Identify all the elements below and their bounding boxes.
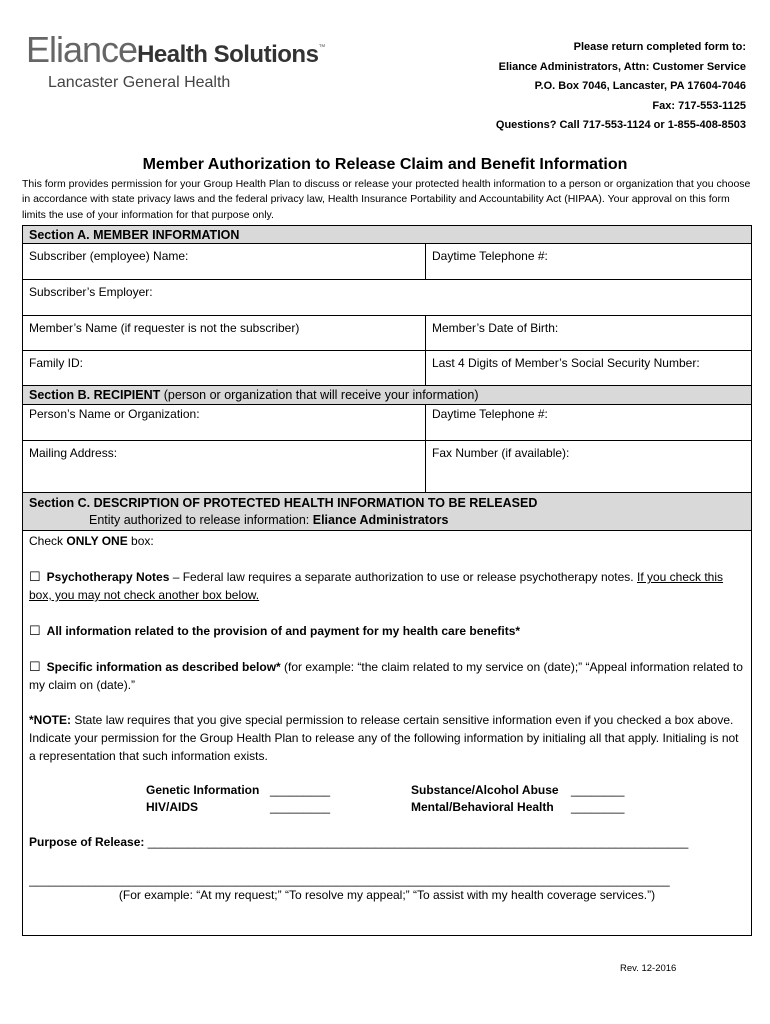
page-title: Member Authorization to Release Claim and Benefit Information: [142, 156, 628, 173]
check-pre: Check: [29, 534, 67, 548]
option-warning: If you check this box, you may not check another box below.: [29, 570, 724, 602]
logo-subtitle: Lancaster General Health: [48, 74, 231, 91]
mental-initial-field[interactable]: ________: [571, 800, 625, 814]
row-address: [23, 441, 751, 493]
field-label: Last 4 Digits of Member’s Social Security Number:: [432, 356, 700, 370]
section-a-heading: Section A. MEMBER INFORMATION: [23, 226, 751, 244]
return-address-block: [496, 38, 746, 136]
member-dob-field[interactable]: [425, 316, 751, 350]
return-line: Fax: 717-553-1125: [652, 99, 746, 112]
purpose-label: Purpose of Release:: [29, 835, 148, 849]
entity-name: Eliance Administrators: [312, 513, 449, 527]
recipient-name-field[interactable]: [23, 405, 425, 440]
field-label: Member’s Name (if requester is not the subscriber): [29, 321, 300, 335]
field-label: Mailing Address:: [29, 446, 118, 460]
option-specific-information: [29, 658, 745, 694]
field-label: Fax Number (if available):: [432, 446, 570, 460]
option-all-information: [29, 622, 745, 640]
purpose-example: (For example: “At my request;” “To resolve my appeal;” “To assist with my health coverage services.”): [118, 888, 656, 902]
fax-field[interactable]: [425, 441, 751, 492]
logo-brand-suffix: Health Solutions: [137, 41, 319, 68]
field-label: Family ID:: [29, 356, 83, 370]
specific-information-checkbox[interactable]: ☐: [29, 659, 41, 674]
return-line: P.O. Box 7046, Lancaster, PA 17604-7046: [534, 80, 746, 92]
field-label: Subscriber (employee) Name:: [29, 249, 189, 263]
purpose-line-2[interactable]: ________________________________________________________________________________________________: [29, 873, 670, 887]
row-member: [23, 316, 751, 351]
subscriber-name-field[interactable]: [23, 244, 425, 279]
hiv-initial-field[interactable]: _________: [270, 800, 331, 814]
row-employer: [23, 280, 751, 316]
option-psychotherapy: [29, 568, 745, 604]
option-label: All information related to the provision of and payment for my health care benefits*: [46, 624, 521, 638]
member-name-field[interactable]: [23, 316, 425, 350]
logo-wordmark: [26, 28, 324, 75]
substance-label: Substance/Alcohol Abuse: [411, 783, 559, 797]
purpose-input[interactable]: _________________________________________________________________________________: [147, 835, 689, 849]
entity-label: Entity authorized to release information:: [89, 513, 313, 527]
employer-field[interactable]: [23, 280, 751, 315]
eliance-logo: [26, 28, 324, 91]
mailing-address-field[interactable]: [23, 441, 425, 492]
intro-paragraph: This form provides permission for your Group Health Plan to discuss or release your protected health information to a person or organization that you choose in accordance with state privacy laws and the federal privacy law, Health Insurance Portability and Accountability Act (HIPAA). Your approval on this form limits the use of your information for that purpose only.: [22, 178, 751, 221]
mental-label: Mental/Behavioral Health: [411, 800, 554, 814]
return-line: Eliance Administrators, Attn: Customer Service: [498, 60, 746, 73]
field-label: Subscriber’s Employer:: [29, 285, 153, 299]
genetic-initial-field[interactable]: _________: [270, 783, 331, 797]
psychotherapy-checkbox[interactable]: ☐: [29, 569, 41, 584]
hiv-label: HIV/AIDS: [146, 800, 199, 814]
purpose-of-release: [29, 833, 745, 851]
recipient-phone-field[interactable]: [425, 405, 751, 440]
note-text: State law requires that you give special permission to release certain sensitive information even if you checked a box above. Indicate your permission for the Group Health Plan to release any of the following information by initialing all that apply. Initialing is not a representation that such information exists.: [29, 713, 739, 763]
option-text: (for example: “the claim related to my service on (date);” “Appeal information related to my claim on (date).”: [29, 660, 743, 692]
field-label: Member’s Date of Birth:: [432, 321, 559, 335]
row-subscriber: [23, 244, 751, 280]
section-b-heading: [23, 386, 751, 405]
check-post: box:: [127, 534, 154, 548]
logo-tm: ™: [318, 44, 325, 51]
note-label: *NOTE:: [29, 713, 71, 727]
option-label: Psychotherapy Notes: [46, 570, 170, 584]
check-instruction: [29, 532, 745, 550]
section-c-heading: [23, 493, 751, 531]
revision-date: Rev. 12-2016: [620, 963, 677, 974]
option-text: – Federal law requires a separate authorization to use or release psychotherapy notes.: [169, 570, 637, 584]
genetic-label: Genetic Information: [146, 783, 260, 797]
field-label: Daytime Telephone #:: [432, 249, 548, 263]
note-paragraph: [29, 711, 745, 765]
all-information-checkbox[interactable]: ☐: [29, 623, 41, 638]
return-line: Please return completed form to:: [573, 41, 746, 53]
substance-initial-field[interactable]: ________: [571, 783, 625, 797]
subscriber-phone-field[interactable]: [425, 244, 751, 279]
section-b-subtitle: (person or organization that will receive your information): [160, 388, 479, 402]
section-c-title: Section C. DESCRIPTION OF PROTECTED HEALTH INFORMATION TO BE RELEASED: [29, 496, 538, 510]
authorization-form: [22, 225, 752, 936]
logo-brand: Eliance: [26, 29, 138, 70]
ssn-field[interactable]: [425, 351, 751, 385]
option-label: Specific information as described below*: [46, 660, 281, 674]
entity-line: [29, 512, 745, 529]
return-line: Questions? Call 717-553-1124 or 1-855-408-8503: [495, 119, 746, 131]
field-label: Person’s Name or Organization:: [29, 407, 200, 421]
family-id-field[interactable]: [23, 351, 425, 385]
row-recipient: [23, 405, 751, 441]
section-b-title: Section B. RECIPIENT: [29, 388, 161, 402]
field-label: Daytime Telephone #:: [432, 407, 548, 421]
row-family: [23, 351, 751, 386]
check-bold: ONLY ONE: [66, 534, 128, 548]
